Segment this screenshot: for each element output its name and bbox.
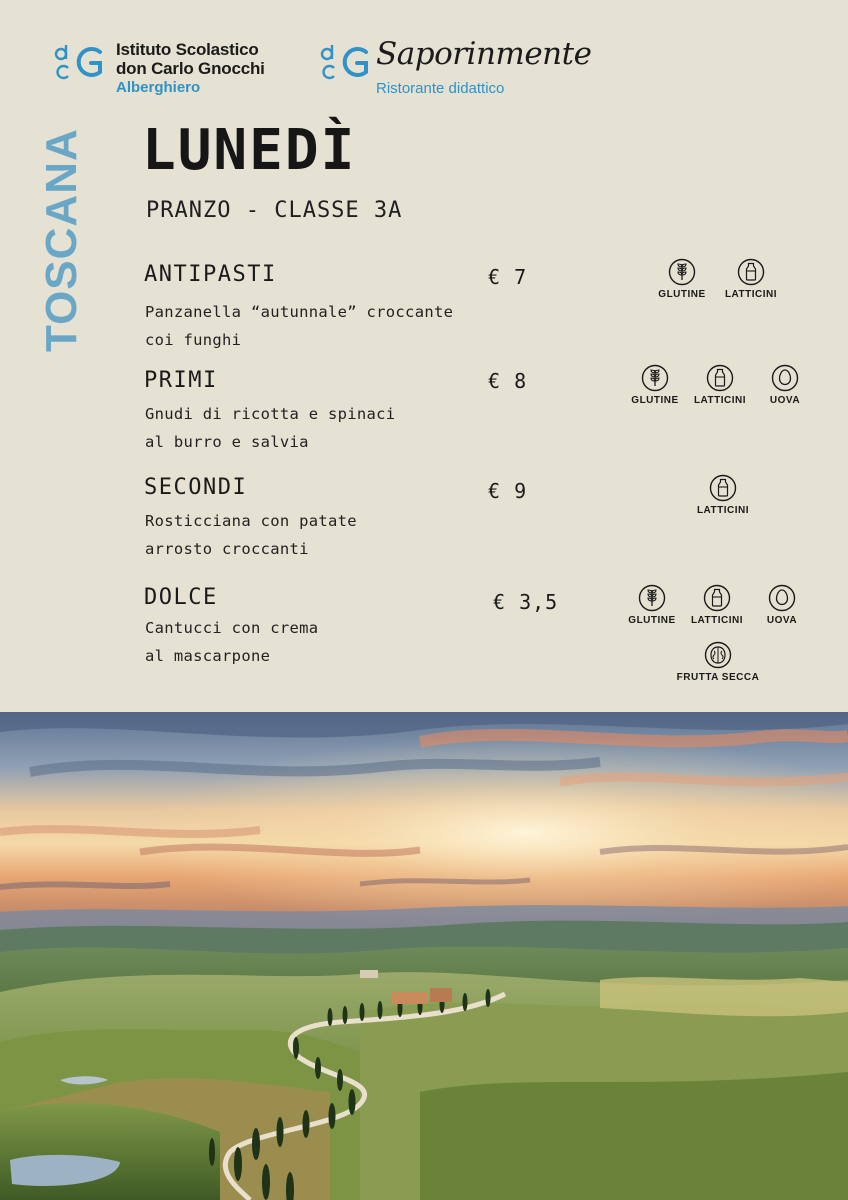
- allergen-latticini: [685, 364, 755, 406]
- restaurant-subtitle: Ristorante didattico: [376, 80, 505, 97]
- allergen-latticini: [682, 584, 752, 626]
- allergen-latticini: [716, 258, 786, 300]
- school-name-line1: Istituto Scolastico: [116, 40, 259, 59]
- price: € 7: [488, 265, 528, 289]
- course-title-primi: PRIMI: [144, 368, 218, 393]
- wheat-icon: [668, 258, 696, 286]
- egg-icon: [768, 584, 796, 612]
- dish-line2: arrosto croccanti: [145, 540, 309, 558]
- allergen-label: GLUTINE: [631, 395, 679, 406]
- allergen-glutine: [647, 258, 717, 300]
- dcg-logo-icon: [318, 42, 370, 82]
- allergen-label: GLUTINE: [628, 615, 676, 626]
- allergen-label: UOVA: [766, 615, 798, 626]
- allergen-uova: [747, 584, 817, 626]
- allergen-frutta-secca: [668, 641, 768, 683]
- region-label: TOSCANA: [37, 128, 86, 352]
- allergen-glutine: [617, 584, 687, 626]
- allergen-label: LATTICINI: [696, 505, 750, 516]
- meal-subtitle: PRANZO - CLASSE 3A: [146, 198, 403, 223]
- wheat-icon: [638, 584, 666, 612]
- price: € 3,5: [493, 590, 559, 614]
- milk-bottle-icon: [709, 474, 737, 502]
- milk-bottle-icon: [737, 258, 765, 286]
- dish-line2: coi funghi: [145, 331, 242, 349]
- tuscany-landscape-photo: [0, 712, 848, 1200]
- egg-icon: [771, 364, 799, 392]
- dish-line2: al burro e salvia: [145, 433, 309, 451]
- price: € 8: [488, 369, 528, 393]
- allergen-label: LATTICINI: [724, 289, 778, 300]
- school-type: Alberghiero: [116, 79, 201, 96]
- course-title-dolce: DOLCE: [144, 585, 218, 610]
- allergen-label: FRUTTA SECCA: [676, 672, 760, 683]
- restaurant-name: Saporinmente: [376, 36, 592, 72]
- milk-bottle-icon: [703, 584, 731, 612]
- wheat-icon: [641, 364, 669, 392]
- allergen-label: LATTICINI: [690, 615, 744, 626]
- allergen-label: GLUTINE: [658, 289, 706, 300]
- allergen-latticini: [688, 474, 758, 516]
- allergen-uova: [750, 364, 820, 406]
- school-name-line2: don Carlo Gnocchi: [116, 59, 265, 78]
- allergen-label: UOVA: [769, 395, 801, 406]
- day-title: LUNEDÌ: [142, 118, 357, 183]
- allergen-glutine: [620, 364, 690, 406]
- price: € 9: [488, 479, 528, 503]
- walnut-icon: [704, 641, 732, 669]
- dish-line2: al mascarpone: [145, 647, 271, 665]
- allergen-label: LATTICINI: [693, 395, 747, 406]
- course-title-secondi: SECONDI: [144, 475, 248, 500]
- dish-line1: Gnudi di ricotta e spinaci: [145, 405, 396, 423]
- milk-bottle-icon: [706, 364, 734, 392]
- dish-line1: Panzanella “autunnale” croccante: [145, 303, 454, 321]
- dish-line1: Cantucci con crema: [145, 619, 319, 637]
- dish-line1: Rosticciana con patate: [145, 512, 357, 530]
- course-title-antipasti: ANTIPASTI: [144, 262, 277, 287]
